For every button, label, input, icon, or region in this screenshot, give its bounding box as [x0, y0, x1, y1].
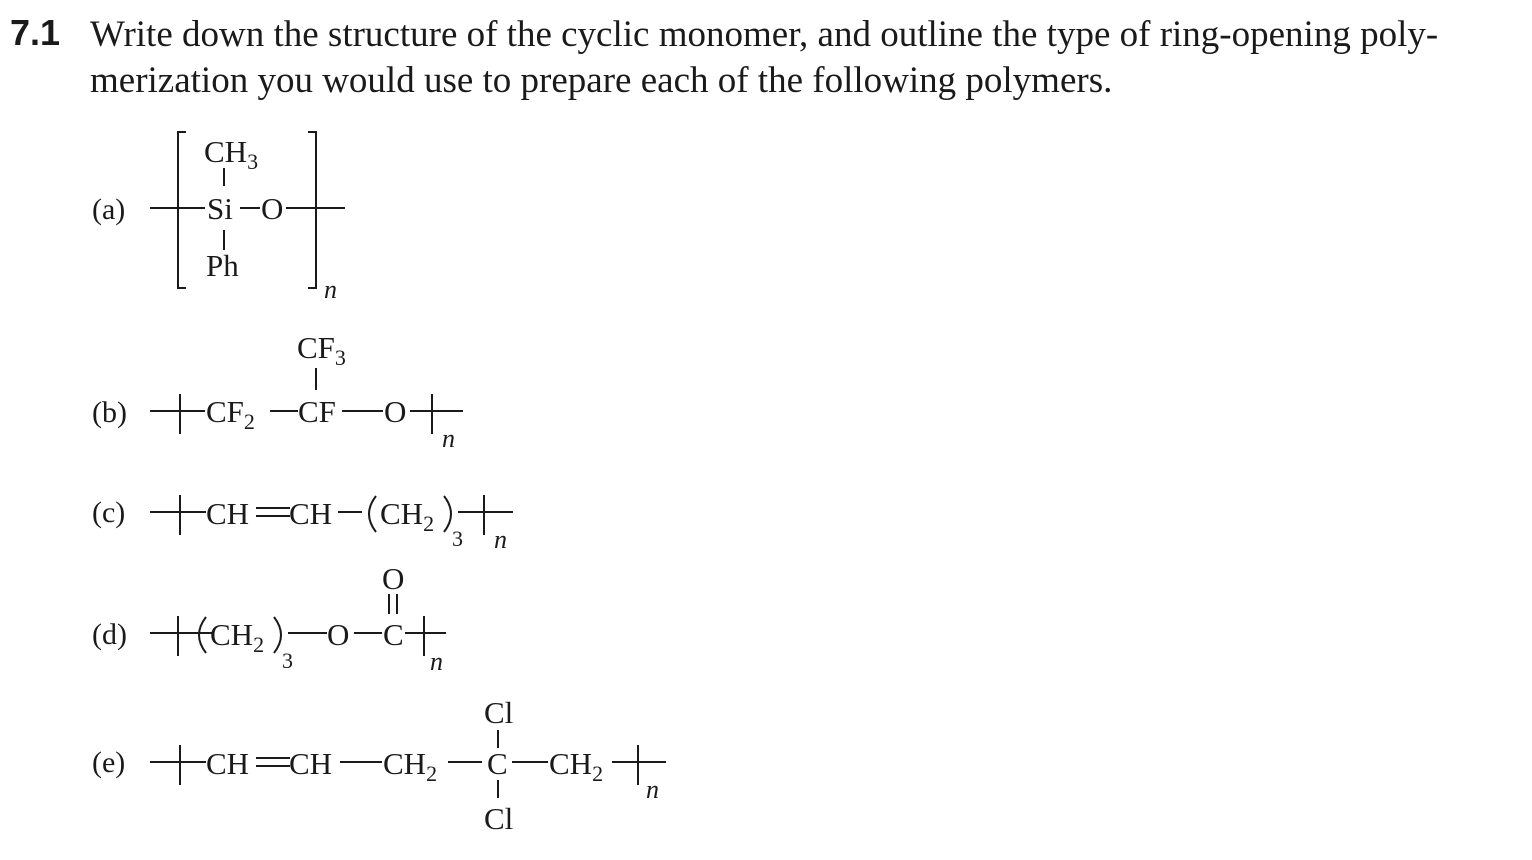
- polymer-d-carbon: C: [383, 617, 404, 652]
- polymer-a-bottom-group: Ph: [206, 248, 239, 283]
- polymer-b-group-cf: CF: [298, 394, 336, 429]
- question-number: 7.1: [10, 12, 61, 53]
- polymer-a-left-bracket: [178, 132, 186, 288]
- polymer-e: [92, 695, 666, 836]
- polymer-d-paren-count: 3: [282, 648, 293, 673]
- polymer-e-group-ch1: CH: [206, 746, 250, 781]
- polymer-c-group-ch1: CH: [206, 496, 250, 531]
- polymer-d-label: (d): [92, 618, 127, 651]
- polymer-e-label: (e): [92, 746, 126, 779]
- polymer-e-group-ch2b: $CH_2$: [383, 746, 438, 786]
- polymer-a: [92, 132, 345, 304]
- polymer-c-group-ch2: CH: [289, 496, 333, 531]
- polymer-a-atom-o: O: [261, 191, 284, 226]
- polymer-c-repeat-n: n: [494, 525, 507, 554]
- polymer-a-repeat-n: n: [324, 275, 337, 304]
- polymer-c-paren-count: 3: [452, 526, 463, 551]
- polymer-d: [92, 561, 446, 676]
- polymer-a-right-bracket: [308, 132, 316, 288]
- polymer-b-group-cf2: $CF_2$: [206, 394, 255, 434]
- polymer-e-group-ch2c: $CH_2$: [549, 746, 604, 786]
- polymer-d-atom-o: O: [327, 617, 350, 652]
- polymer-c-paren-group: $CH_2$: [380, 496, 435, 536]
- polymer-a-atom-si: Si: [207, 191, 233, 226]
- polymer-e-top-cl: Cl: [484, 695, 514, 730]
- polymer-d-open-paren: [199, 617, 206, 653]
- polymer-e-bottom-cl: Cl: [484, 801, 514, 836]
- polymer-c-label: (c): [92, 496, 126, 529]
- polymer-d-carbonyl-o: O: [382, 561, 405, 596]
- polymer-b: [92, 330, 463, 453]
- polymer-b-label: (b): [92, 396, 127, 429]
- polymer-a-label: (a): [92, 193, 126, 226]
- polymer-e-carbon: C: [487, 746, 508, 781]
- polymer-d-paren-group: $CH_2$: [210, 617, 265, 657]
- polymer-b-repeat-n: n: [442, 424, 455, 453]
- polymer-b-top-group: $CF_3$: [297, 330, 346, 370]
- polymer-c: [92, 495, 513, 554]
- polymer-e-group-ch2: CH: [289, 746, 333, 781]
- polymer-c-open-paren: [369, 496, 376, 532]
- polymer-d-close-paren: [274, 617, 281, 653]
- question-text-line-1: Write down the structure of the cyclic monomer, and outline the type of ring-opening poly-: [90, 14, 1439, 55]
- polymer-e-repeat-n: n: [646, 775, 659, 804]
- polymer-b-atom-o: O: [384, 394, 407, 429]
- polymer-d-repeat-n: n: [430, 647, 443, 676]
- polymer-a-top-group: $CH_3$: [204, 134, 259, 174]
- polymer-c-close-paren: [444, 496, 451, 532]
- question-text-line-2: merization you would use to prepare each of the following polymers.: [90, 60, 1113, 101]
